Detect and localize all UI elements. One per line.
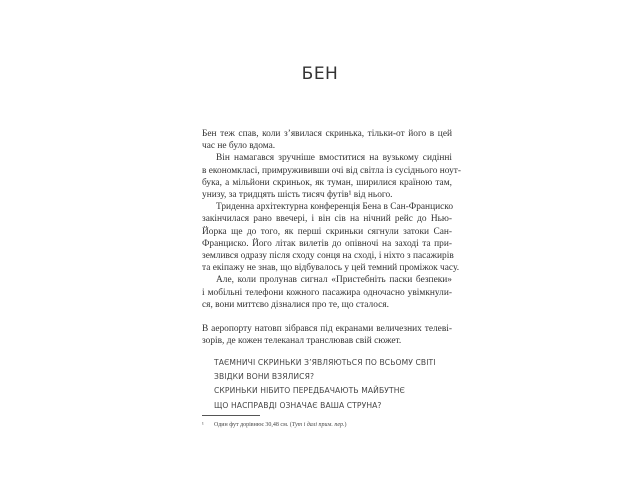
text-line: Бен теж спав, коли з’явилася скринька, тільки-от його в цей xyxy=(202,129,452,139)
text-line: Йорка ще до того, як перші скриньки сягнули затоки Сан- xyxy=(202,226,452,237)
text-line: ся, вони миттєво дізналися про те, що сталося. xyxy=(202,299,389,310)
text-line: бука, а мільйони скриньок, як туман, ширилися країною там, xyxy=(202,177,452,188)
text-line: закінчилася рано ввечері, і він сів на нічний рейс до Нью- xyxy=(202,214,452,225)
footnote-close: ) xyxy=(344,422,347,428)
text-line: Але, коли пролунав сигнал «Пристебніть паски безпеки» xyxy=(216,275,452,286)
paragraph-2 xyxy=(202,152,462,201)
paragraph-4 xyxy=(202,274,452,311)
paragraph-3 xyxy=(202,201,460,274)
paragraph-1 xyxy=(202,128,452,152)
text-line: унизу, за тридцять шість тисяч футів¹ від нього. xyxy=(202,190,393,201)
tv-headlines xyxy=(214,356,436,413)
text-line: і мобільні телефони кожного пасажира одночасно увімкнули- xyxy=(202,287,452,298)
headline: ЩО НАСПРАВДІ ОЗНАЧАЄ ВАША СТРУНА? xyxy=(214,400,382,410)
paragraph-gap xyxy=(202,311,452,323)
text-line: та екіпажу не знав, що відбувалось у цей темний проміжок часу. xyxy=(202,263,460,274)
text-line: час не було вдома. xyxy=(202,141,276,152)
paragraph-5 xyxy=(202,323,452,347)
text-line: в економкласі, примружививши очі від світла із сусіднього ноут- xyxy=(202,165,462,176)
headline: ЗВІДКИ ВОНИ ВЗЯЛИСЯ? xyxy=(214,372,315,382)
footnote-text: Один фут дорівнює 30,48 см. ( xyxy=(214,422,292,428)
text-line: зорів, де кожен телеканал транслював свій сюжет. xyxy=(202,336,402,347)
text-line: Триденна архітектурна конференція Бена в Сан-Франциско xyxy=(216,202,454,213)
footnote xyxy=(202,422,347,428)
text-line: В аеропорту натовп зібрався під екранами величезних телеві- xyxy=(202,324,452,335)
headline: ТАЄМНИЧІ СКРИНЬКИ З’ЯВЛЯЮТЬСЯ ПО ВСЬОМУ СВІТІ xyxy=(214,358,436,367)
text-line: землився одразу після сходу сонця на сході, і ніхто з пасажирів xyxy=(202,251,454,262)
footnote-mark: ¹ xyxy=(202,422,204,428)
footnote-italic: Тут і далі прим. пер. xyxy=(291,422,345,428)
chapter-title: БЕН xyxy=(301,64,339,84)
footnote-divider xyxy=(202,415,260,416)
text-line: Франциско. Його літак вилетів до опівночі на заході та при- xyxy=(202,238,452,249)
headline: СКРИНЬКИ НІБИТО ПЕРЕДБАЧАЮТЬ МАЙБУТНЄ xyxy=(214,386,405,396)
text-line: Він намагався зручніше вмоститися на вузькому сидінні xyxy=(216,153,452,164)
body-text xyxy=(202,128,462,347)
